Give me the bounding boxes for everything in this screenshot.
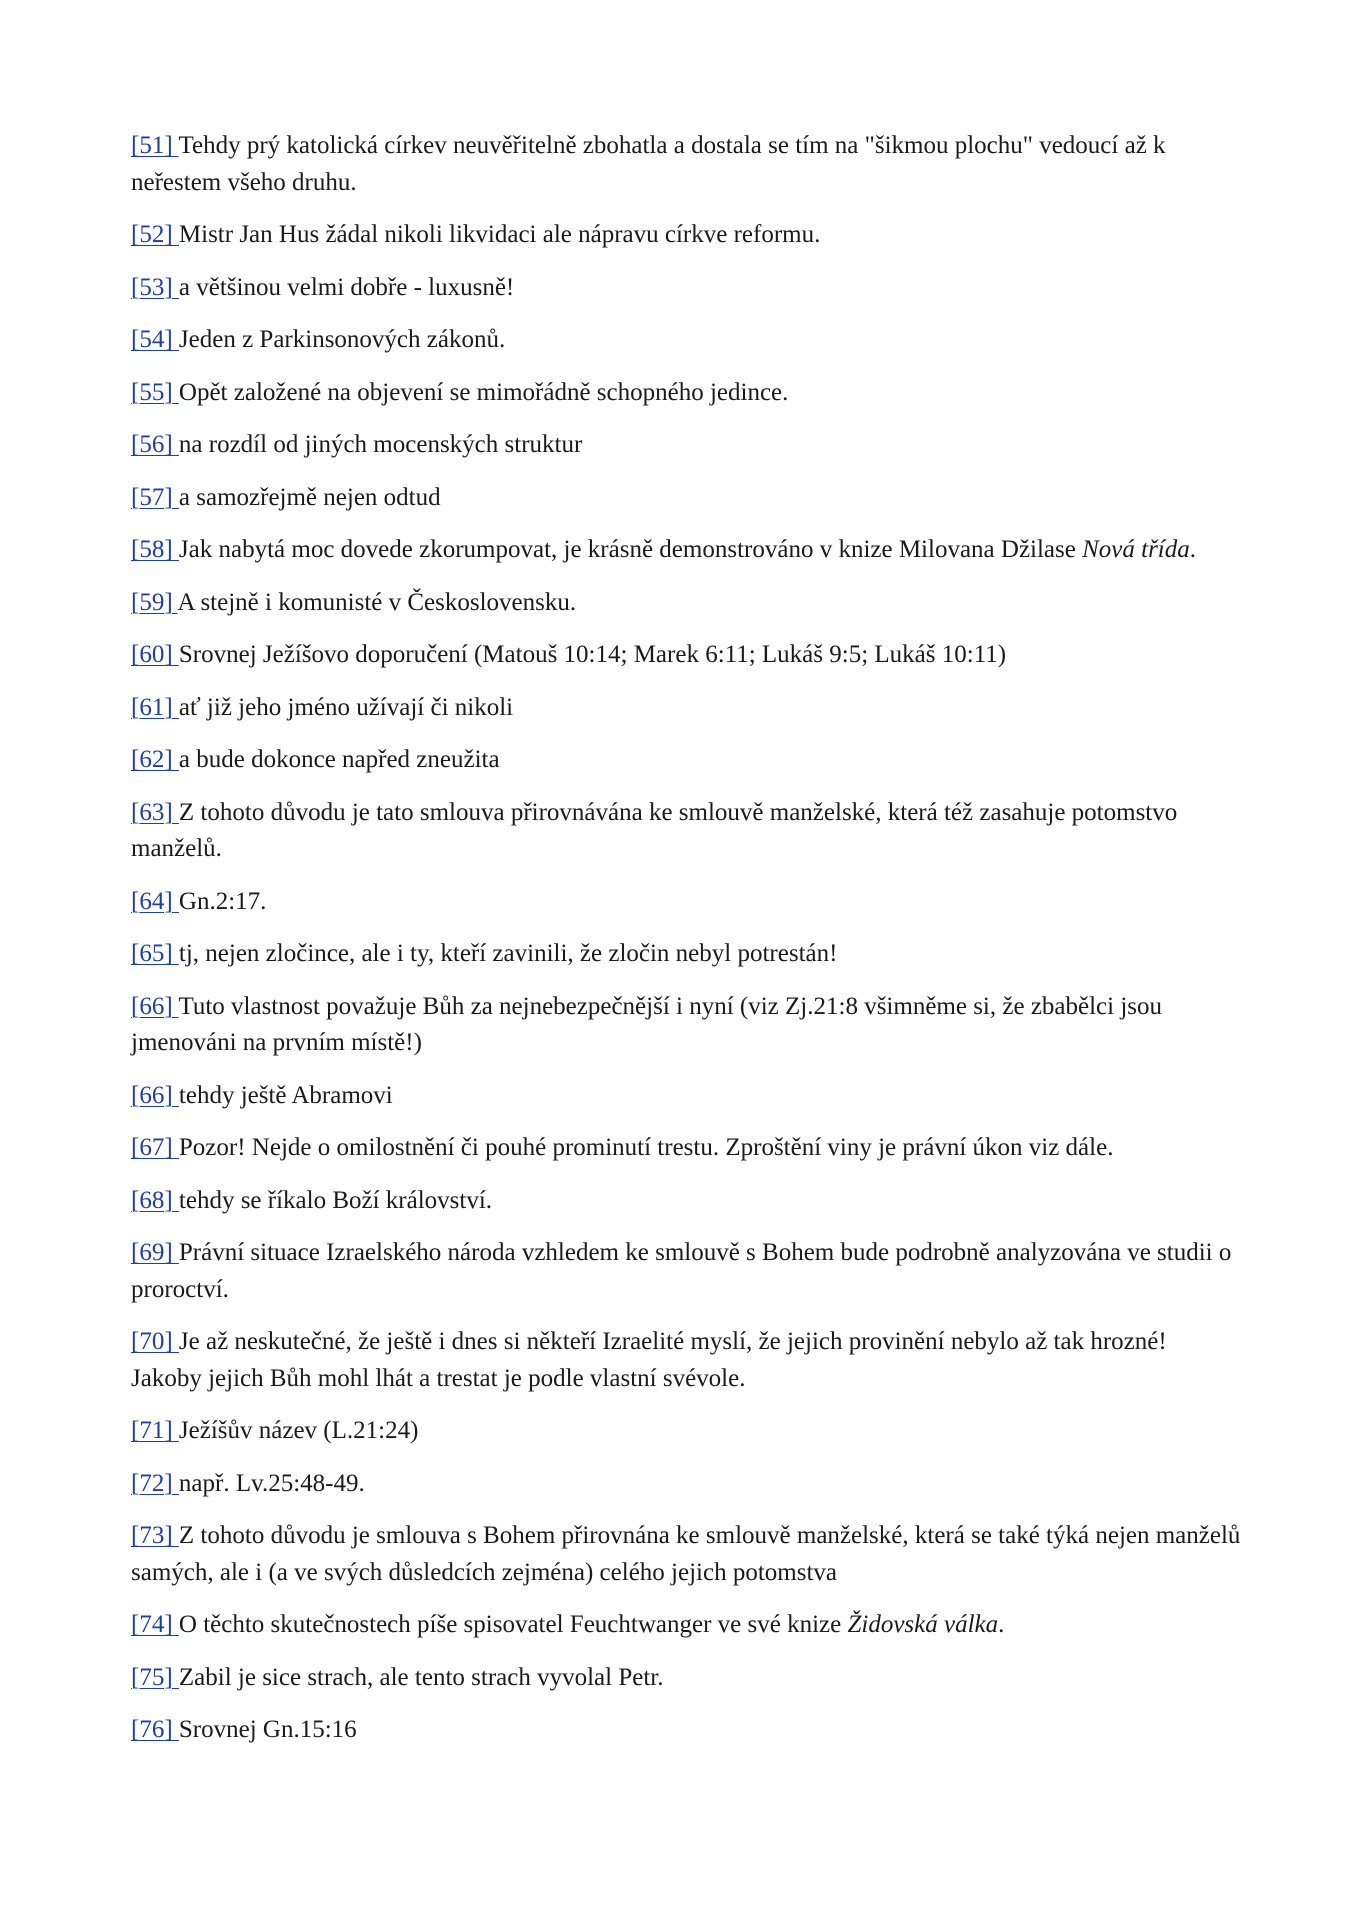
footnote-text: Zabil je sice strach, ale tento strach vyvolal Petr. — [178, 1663, 664, 1691]
footnote — [131, 1078, 1241, 1115]
footnote-text: Je až neskutečné, že ještě i dnes si někteří Izraelité myslí, že jejich provinění nebylo až tak hrozné! Jakoby jejich Bůh mohl lhát a trestat je podle vlastní svévole. — [131, 1328, 1167, 1392]
footnote-list — [131, 128, 1241, 1749]
footnote-text: Srovnej Gn.15:16 — [178, 1716, 357, 1743]
footnote-backlink[interactable]: [57] — [131, 483, 179, 511]
footnote-backlink[interactable]: [75] — [131, 1663, 179, 1691]
footnote-text: na rozdíl od jiných mocenských struktur — [178, 431, 583, 458]
footnote — [131, 585, 1241, 622]
footnote-backlink[interactable]: [71] — [131, 1417, 179, 1444]
footnote — [131, 1466, 1241, 1503]
footnote-text: Mistr Jan Hus žádal nikoli likvidaci ale nápravu církve reformu. — [178, 221, 821, 248]
footnote-backlink[interactable]: [52] — [131, 221, 179, 248]
footnote-backlink[interactable]: [55] — [131, 378, 179, 406]
footnote-backlink[interactable]: [69] — [131, 1239, 179, 1266]
footnote-text: a samozřejmě nejen odtud — [178, 483, 441, 511]
footnote — [131, 270, 1241, 307]
footnote-text: Opět založené na objevení se mimořádně schopného jedince. — [178, 378, 789, 406]
footnote — [131, 989, 1241, 1062]
footnote-backlink[interactable]: [76] — [131, 1716, 179, 1743]
footnote — [131, 1712, 1241, 1749]
footnote — [131, 1660, 1241, 1697]
footnote — [131, 128, 1241, 201]
footnote-text: Ježíšův název (L.21:24) — [178, 1417, 419, 1444]
footnote-backlink[interactable]: [56] — [131, 431, 179, 458]
footnote-text: ať již jeho jméno užívají či nikoli — [178, 693, 514, 721]
footnote-backlink[interactable]: [66] — [131, 992, 179, 1020]
footnote-text: Jak nabytá moc dovede zkorumpovat, je krásně demonstrováno v knize Milovana Džilase — [178, 536, 1083, 563]
footnote-text: tehdy se říkalo Boží království. — [178, 1186, 493, 1214]
footnote-backlink[interactable]: [64] — [131, 887, 179, 915]
footnote — [131, 532, 1241, 569]
footnote-text: Právní situace Izraelského národa vzhledem ke smlouvě s Bohem bude podrobně analyzována ve studii o proroctví. — [131, 1239, 1232, 1303]
footnote-text: . — [998, 1611, 1005, 1638]
footnote — [131, 480, 1241, 517]
footnote-text: Z tohoto důvodu je smlouva s Bohem přirovnána ke smlouvě manželské, která se také týká nejen manželů samých, ale i (a ve svých důsledcích zejména) celého jejich potomstva — [131, 1522, 1241, 1586]
footnote-text: tj, nejen zločince, ale i ty, kteří zavinili, že zločin nebyl potrestán! — [178, 940, 838, 967]
footnote-backlink[interactable]: [62] — [131, 746, 179, 773]
footnote — [131, 884, 1241, 921]
footnote — [131, 1607, 1241, 1644]
footnote — [131, 795, 1241, 868]
footnote — [131, 1130, 1241, 1167]
footnote — [131, 637, 1241, 674]
footnote — [131, 217, 1241, 254]
footnote-backlink[interactable]: [53] — [131, 273, 179, 301]
footnote-backlink[interactable]: [70] — [131, 1328, 179, 1355]
footnote-text: Gn.2:17. — [178, 887, 267, 915]
footnote-text: a většinou velmi dobře - luxusně! — [178, 273, 515, 301]
footnote-text: . — [1189, 536, 1197, 563]
footnote-text: Tuto vlastnost považuje Bůh za nejnebezpečnější i nyní (viz Zj.21:8 všimněme si, že zbabělci jsou jmenováni na prvním místě!) — [131, 992, 1163, 1056]
footnote-text: Tehdy prý katolická církev neuvěřitelně zbohatla a dostala se tím na "šikmou plochu" vedoucí až k neřestem všeho druhu. — [131, 132, 1166, 196]
footnote-text: Srovnej Ježíšovo doporučení (Matouš 10:14; Marek 6:11; Lukáš 9:5; Lukáš 10:11) — [178, 641, 1007, 668]
footnote-text-italic: Židovská válka — [847, 1611, 999, 1638]
footnote-backlink[interactable]: [67] — [131, 1134, 179, 1161]
footnote-text-italic: Nová třída — [1082, 536, 1190, 563]
footnote-backlink[interactable]: [54] — [131, 326, 179, 353]
footnotes-page — [131, 128, 1241, 1765]
footnote-text: O těchto skutečnostech píše spisovatel Feuchtwanger ve své knize — [178, 1611, 848, 1638]
footnote — [131, 1413, 1241, 1450]
footnote — [131, 1518, 1241, 1591]
footnote-text: např. Lv.25:48-49. — [178, 1469, 365, 1497]
footnote-backlink[interactable]: [51] — [131, 132, 179, 159]
footnote-text: Jeden z Parkinsonových zákonů. — [178, 326, 506, 353]
footnote-backlink[interactable]: [63] — [131, 798, 179, 826]
footnote — [131, 375, 1241, 412]
footnote-backlink[interactable]: [65] — [131, 940, 179, 967]
footnote-text: Z tohoto důvodu je tato smlouva přirovnávána ke smlouvě manželské, která též zasahuje potomstvo manželů. — [131, 798, 1178, 862]
footnote-backlink[interactable]: [60] — [131, 641, 179, 668]
footnote — [131, 427, 1241, 464]
footnote — [131, 1324, 1241, 1397]
footnote — [131, 1183, 1241, 1220]
footnote-text: tehdy ještě Abramovi — [178, 1081, 393, 1109]
footnote-backlink[interactable]: [61] — [131, 693, 179, 721]
footnote-text: a bude dokonce napřed zneužita — [178, 746, 500, 773]
footnote — [131, 936, 1241, 973]
footnote-backlink[interactable]: [59] — [131, 588, 178, 616]
footnote-backlink[interactable]: [68] — [131, 1186, 179, 1214]
footnote-backlink[interactable]: [66] — [131, 1081, 179, 1109]
footnote-backlink[interactable]: [72] — [131, 1469, 179, 1497]
footnote — [131, 690, 1241, 727]
footnote-backlink[interactable]: [74] — [131, 1611, 179, 1638]
footnote-text: A stejně i komunisté v Československu. — [177, 588, 577, 616]
footnote — [131, 322, 1241, 359]
footnote — [131, 1235, 1241, 1308]
footnote-backlink[interactable]: [73] — [131, 1522, 179, 1549]
footnote — [131, 742, 1241, 779]
footnote-text: Pozor! Nejde o omilostnění či pouhé prominutí trestu. Zproštění viny je právní úkon viz dále. — [178, 1134, 1114, 1161]
footnote-backlink[interactable]: [58] — [131, 536, 179, 563]
